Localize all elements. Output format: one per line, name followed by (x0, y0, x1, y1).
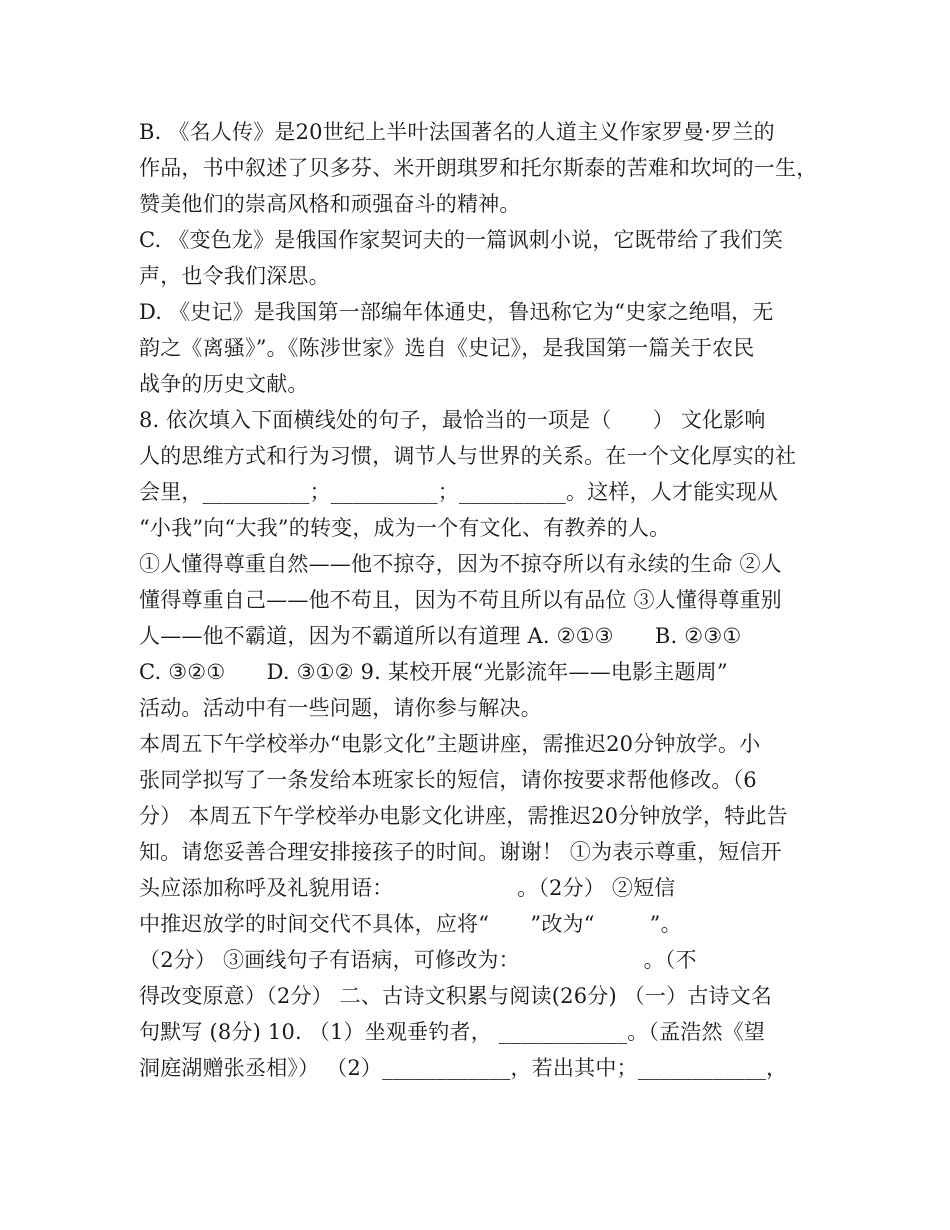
text-line: 作品，书中叙述了贝多芬、米开朗琪罗和托尔斯泰的苦难和坎坷的一生， (139, 156, 818, 180)
text-line: 人——他不霸道，因为不霸道所以有道理 A. ②①③ B. ②③① (139, 624, 742, 648)
text-line: 人的思维方式和行为习惯，调节人与世界的关系。在一个文化厚实的社 (139, 444, 797, 468)
text-line: C. ③②① D. ③①② 9. 某校开展“光影流年——电影主题周” (139, 660, 728, 684)
text-line: 本周五下午学校举办“电影文化”主题讲座，需推迟20分钟放学。小 (139, 732, 761, 756)
text-line: 8. 依次填入下面横线处的句子，最恰当的一项是（ ） 文化影响 (139, 408, 766, 432)
text-line: D. 《史记》是我国第一部编年体通史，鲁迅称它为“史家之绝唱，无 (139, 300, 774, 324)
text-line: 分） 本周五下午学校举办电影文化讲座，需推迟20分钟放学，特此告 (139, 804, 788, 828)
text-line: 中推迟放学的时间交代不具体，应将“ ”改为“ ”。 (139, 912, 682, 936)
text-line: 头应添加称呼及礼貌用语： 。（2分） ②短信 (139, 876, 676, 900)
text-line: 洞庭湖赠张丞相》） （2）____________，若出其中；____________， (139, 1056, 788, 1080)
text-line: 句默写 (8分) 10. （1）坐观垂钓者， ____________。（孟浩然《望 (139, 1020, 766, 1044)
exam-text-body (139, 114, 829, 1086)
text-line: 韵之《离骚》”。《陈涉世家》选自《史记》，是我国第一篇关于农民 (139, 336, 755, 360)
text-line: 会里，__________；__________；__________。这样，人才能实现从 (139, 480, 778, 504)
text-line: 懂得尊重自己——他不苟且，因为不苟且所以有品位 ③人懂得尊重别 (139, 588, 782, 612)
text-line: “小我”向“大我”的转变，成为一个有文化、有教养的人。 (139, 516, 671, 540)
text-line: B. 《名人传》是20世纪上半叶法国著名的人道主义作家罗曼·罗兰的 (139, 120, 775, 144)
text-line: C. 《变色龙》是俄国作家契诃夫的一篇讽刺小说，它既带给了我们笑 (139, 228, 784, 252)
text-line: 张同学拟写了一条发给本班家长的短信，请你按要求帮他修改。（6 (139, 768, 757, 792)
text-line: 活动。活动中有一些问题，请你参与解决。 (139, 696, 542, 720)
text-line: 得改变原意）（2分） 二、古诗文积累与阅读(26分) （一）古诗文名 (139, 984, 773, 1008)
text-line: 赞美他们的崇高风格和顽强奋斗的精神。 (139, 192, 521, 216)
text-line: 知。请您妥善合理安排接孩子的时间。谢谢！ ①为表示尊重，短信开 (139, 840, 782, 864)
text-line: （2分） ③画线句子有语病，可修改为： 。（不 (139, 948, 697, 972)
text-line: 战争的历史文献。 (139, 372, 309, 396)
text-line: 声，也令我们深思。 (139, 264, 330, 288)
text-line: ①人懂得尊重自然——他不掠夺，因为不掠夺所以有永续的生命 ②人 (139, 552, 782, 576)
